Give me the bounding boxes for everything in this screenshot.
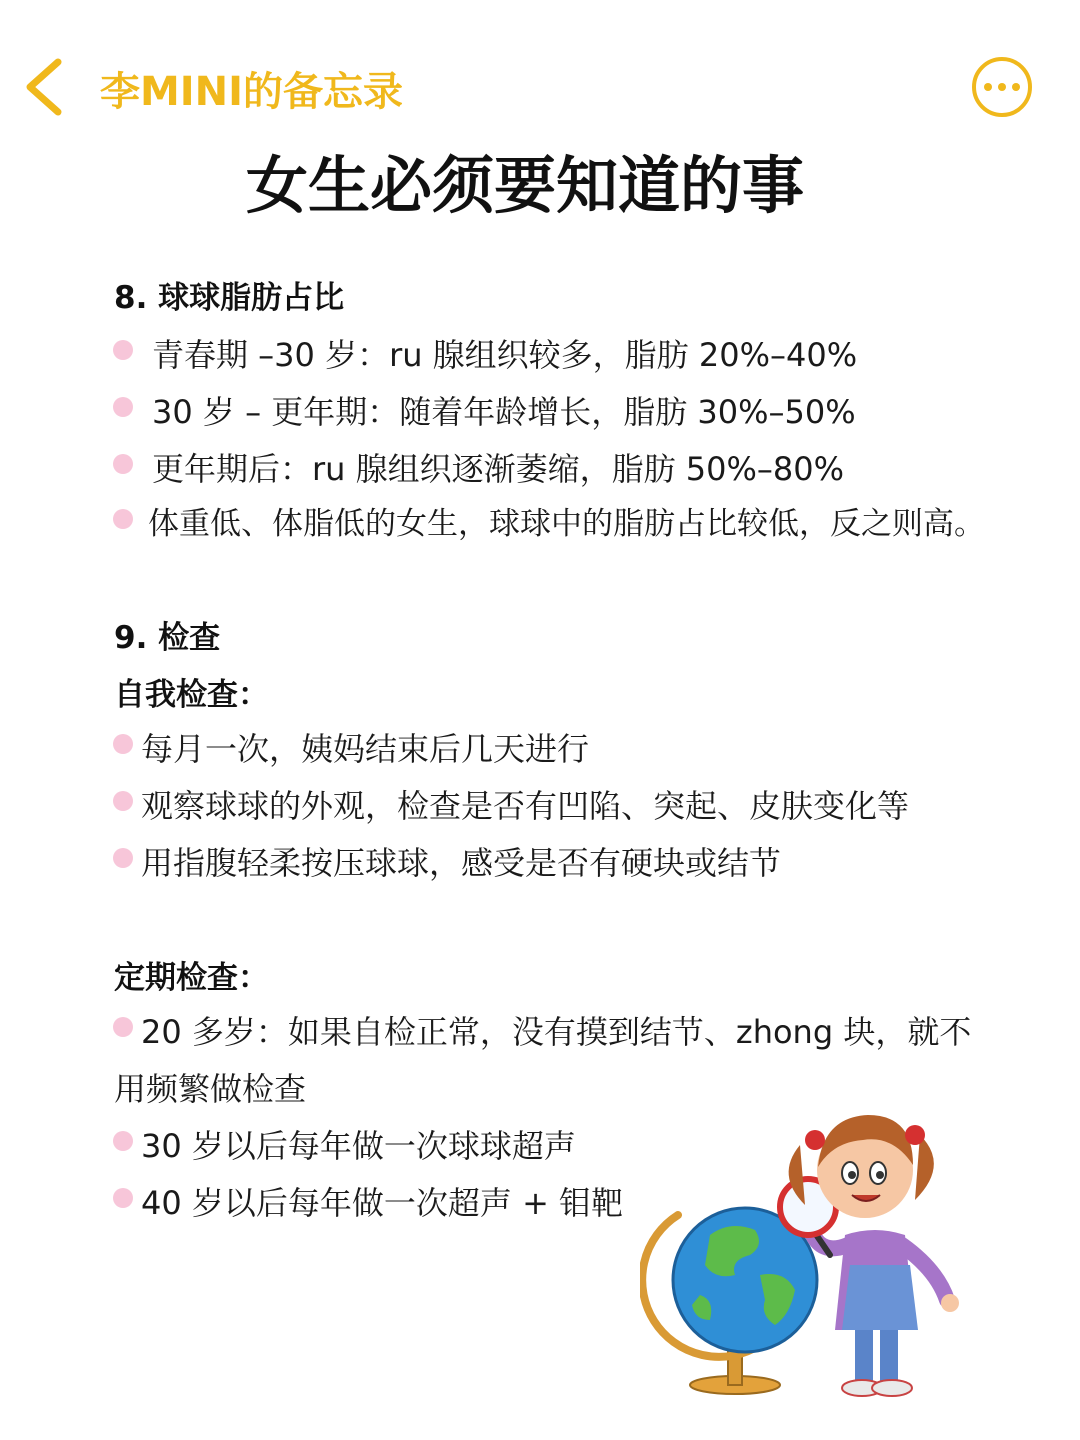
page-title: 女生必须要知道的事 <box>245 149 804 222</box>
list-item: 30 岁 – 更年期：随着年龄增长，脂肪 30%–50% <box>152 393 856 431</box>
chevron-left-icon <box>18 52 78 122</box>
list-item: 20 多岁：如果自检正常，没有摸到结节、zhong 块，就不 <box>141 1013 972 1051</box>
list-item: 更年期后：ru 腺组织逐渐萎缩，脂肪 50%–80% <box>152 450 845 488</box>
bullet-dot <box>113 791 133 811</box>
more-dot <box>1012 83 1020 91</box>
bullet-dot <box>113 454 133 474</box>
bullet-dot <box>113 509 133 529</box>
app-title: 李MINI的备忘录 <box>100 69 404 115</box>
list-item: 30 岁以后每年做一次球球超声 <box>141 1127 576 1165</box>
bullet-dot <box>113 1017 133 1037</box>
back-button[interactable] <box>18 52 78 122</box>
bullet-dot <box>113 397 133 417</box>
list-item: 40 岁以后每年做一次超声 + 钼靶 <box>141 1184 624 1222</box>
more-button[interactable] <box>972 57 1032 117</box>
bullet-dot <box>113 1188 133 1208</box>
more-horizontal-icon <box>984 83 992 91</box>
list-item: 每月一次，姨妈结束后几天进行 <box>141 730 590 768</box>
bullet-dot <box>113 848 133 868</box>
illustration-image <box>640 1095 980 1415</box>
self-check-title: 自我检查： <box>114 677 269 713</box>
bullet-dot <box>113 734 133 754</box>
regular-check-title: 定期检查： <box>114 960 269 996</box>
bullet-dot <box>113 340 133 360</box>
girl-with-globe-illustration <box>640 1095 980 1415</box>
list-item: 青春期 –30 岁：ru 腺组织较多，脂肪 20%–40% <box>152 336 858 374</box>
section-9-title: 9. 检查 <box>114 620 221 656</box>
more-dot <box>998 83 1006 91</box>
list-item: 用指腹轻柔按压球球，感受是否有硬块或结节 <box>141 844 782 882</box>
section-8-title: 8. 球球脂肪占比 <box>114 280 345 316</box>
list-item: 观察球球的外观，检查是否有凹陷、突起、皮肤变化等 <box>141 787 910 825</box>
bullet-dot <box>113 1131 133 1151</box>
list-item: 体重低、体脂低的女生，球球中的脂肪占比较低，反之则高。 <box>148 506 985 542</box>
list-item-continuation: 用频繁做检查 <box>114 1070 307 1108</box>
